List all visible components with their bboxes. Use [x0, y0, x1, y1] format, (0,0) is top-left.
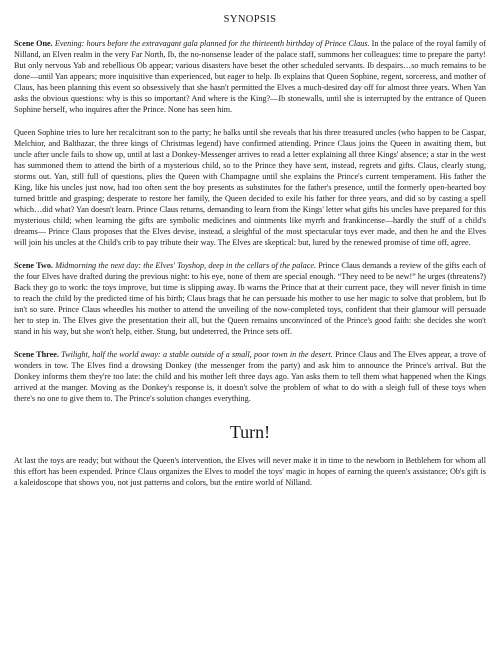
scene-two-paragraph [14, 260, 486, 337]
scene-one-continuation: Queen Sophine tries to lure her recalcitrant son to the party; he balks until she reveals that his three treasured uncles (who happen to be Caspar, Melchior, and Balthazar, the three kings of Christmas legend) have confirmed attending. Prince Claus joins the Queen in awaiting them, but uncle after uncle fails to show up, until at last a Donkey-Messenger arrives to read a letter explaining all three Kings' absence; a star in the west has summoned them to attend the birth of a mysterious child, so to the Prince they have sent, instead, regrets and gifts. Claus, clearly stung, storms out. Yan, still full of questions, plies the Queen with Champagne until she explains the Prince's current temperament. His father the King, like his uncles just now, had too often sent the boy presents as substitutes for the father's presence, until the formerly open-hearted boy turned brittle and grasping; desperate to restore her family, the Queen decided to exile his father for three years, and did so by casting a spell which…did what? Yan doesn't learn. Prince Claus returns, demanding to learn from the Kings' letter what gifts his uncles have prepared for this mysterious child; when learning the gifts are symbolic medicines and ointments like myrrh and frankincense—hardly the stuff of a child's dreams— Prince Claus proposes that the Elves devise, instead, a sleighful of the most spectacular toys ever made, and then he and the Elves will join his uncles at the Child's crib to pay tribute their way. The Elves are skeptical: but, lured by the renewed promise of time off, agree. [14, 128, 486, 247]
scene-one-body: In the palace of the royal family of Nilland, an Elven realm in the very Far North, Ib, the no-nonsense leader of the palace staff, summons her colleagues: time to prepare the party! But only nervous Yab and rebellious Ob appear; various disasters have beset the other scheduled servants. Ib despairs…so much remains to be done—until Yan appears; more inquisitive than experienced, but eager to help. Ib explains that Queen Sophine, regent, sorceress, and mother of Claus, has been planning this event so obsessively that she hasn't permitted the Elves a much-desired day off for almost three years. When Yan asks the obvious questions: why is this so important? And where is the King?—Ib stonewalls, until she is interrupted by the entrance of Queen Sophine herself, who inquires after the Prince. None has seen him. [14, 39, 486, 114]
scene-two-body: Prince Claus demands a review of the gifts each of the four Elves have drafted during the previous night: to his eye, none of them are special enough. “They need to be new!” he urges (threatens?) Back they go to work: the toys improve, but time is slipping away. Ib warns the Prince that at their current pace, they will never finish in time to reach the child by the predicted time of his birth; Claus brags that he can persuade his mother to use her magic to solve that problem, but Ib isn't so sure. Prince Claus wheedles his mother to attend the unveiling of the now-completed toys, confident that their glamour will persuade her to step in. The Elves give the presentation their all, but the Queen remains unconvinced of the Prince's good faith: she decides she won't stand in his way, but she won't help, either. Stung, but undeterred, the Prince sets off. [14, 261, 486, 336]
scene-one-setting: Evening: hours before the extravagant gala planned for the thirteenth birthday of Prince Claus. [54, 39, 370, 48]
page-title: SYNOPSIS [223, 14, 277, 25]
scene-three-label: Scene Three. [14, 350, 59, 359]
scene-two-label: Scene Two. [14, 261, 53, 270]
scene-one-label: Scene One. [14, 39, 53, 48]
synopsis-page [14, 14, 486, 500]
scene-two-setting: Midmorning the next day: the Elves' Toyshop, deep in the cellars of the palace. [55, 261, 317, 270]
scene-three-paragraph [14, 349, 486, 404]
scene-one-paragraph [14, 38, 486, 115]
scene-three-setting: Twilight, half the world away: a stable outside of a small, poor town in the desert. [61, 350, 333, 359]
final-paragraph: At last the toys are ready; but without the Queen's intervention, the Elves will never make it in time to the newborn in Bethlehem for whom all this effort has been expended. Prince Claus organizes the Elves to model the toys' magic in hopes of earning the queen's assistance; Ob's gift is a kaleidoscope that shows you, not just patterns and colors, but the entire world of Nilland. [14, 456, 486, 487]
scene-three-body: Prince Claus and The Elves appear, a trove of wonders in tow. The Elves find a drowsing Donkey (the messenger from the party) and ask him to announce the Prince's arrival. But the Donkey informs them they're too late: the child and his mother left three days ago. Yan asks them to tell them what happened when the Kings arrived at the manger. Moving as the Donkey's response is, it doesn't solve the problem of what to do with a sleigh full of these toys when there's no one to give them to. The Prince's solution changes everything. [14, 350, 486, 403]
turn-heading: Turn! [229, 422, 271, 442]
